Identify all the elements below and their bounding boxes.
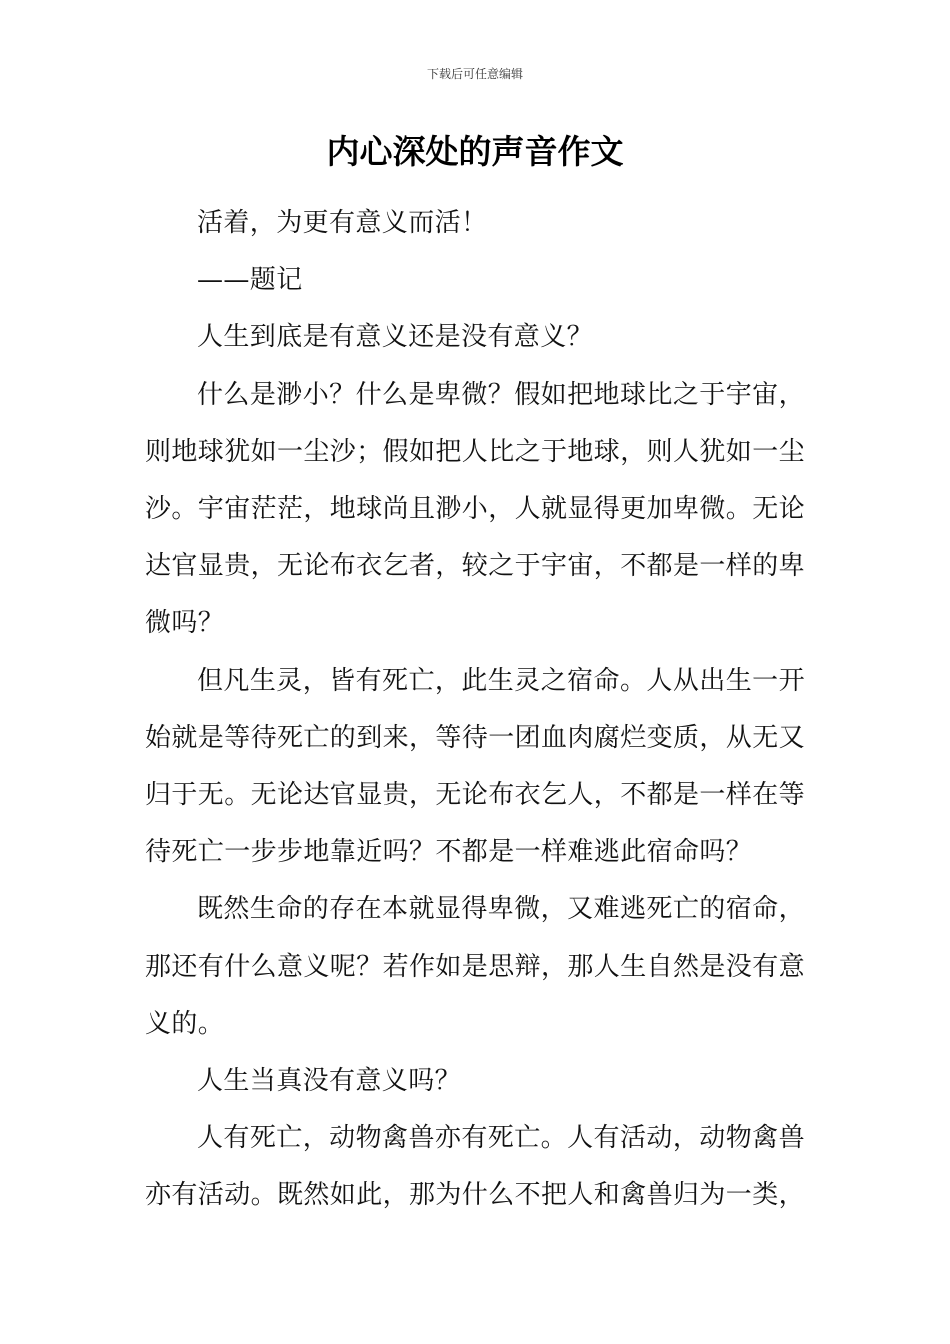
- header-note: 下载后可任意编辑: [426, 67, 523, 81]
- paragraph-insignificance: 什么是渺小？什么是卑微？假如把地球比之于宇宙，则地球犹如一尘沙；假如把人比之于地球，则人犹如一尘沙。宇宙茫茫，地球尚且渺小，人就显得更加卑微。无论达官显贵，无论布衣乞者，较之于宇宙，不都是一样的卑微吗？: [145, 379, 806, 639]
- paragraph-mortality: 但凡生灵，皆有死亡，此生灵之宿命。人从出生一开始就是等待死亡的到来，等待一团血肉腐烂变质，从无又归于无。无论达官显贵，无论布衣乞人，不都是一样在等待死亡一步步地靠近吗？不都是一样难逃此宿命吗？: [145, 665, 806, 868]
- paragraph-animals: 人有死亡，动物禽兽亦有死亡。人有活动，动物禽兽亦有活动。既然如此，那为什么不把人和禽兽归为一类，: [145, 1123, 806, 1211]
- document-body: [145, 195, 805, 1225]
- paragraph-question: 人生到底是有意义还是没有意义？: [197, 322, 594, 353]
- paragraph-motto: 活着，为更有意义而活！: [197, 208, 488, 238]
- document-title: 内心深处的声音作文: [326, 132, 624, 171]
- paragraph-epigraph-signature: ——题记: [197, 265, 303, 296]
- paragraph-second-question: 人生当真没有意义吗？: [197, 1066, 462, 1097]
- paragraph-conclusion: 既然生命的存在本就显得卑微，又难逃死亡的宿命，那还有什么意义呢？若作如是思辩，那人生自然是没有意义的。: [145, 894, 806, 1039]
